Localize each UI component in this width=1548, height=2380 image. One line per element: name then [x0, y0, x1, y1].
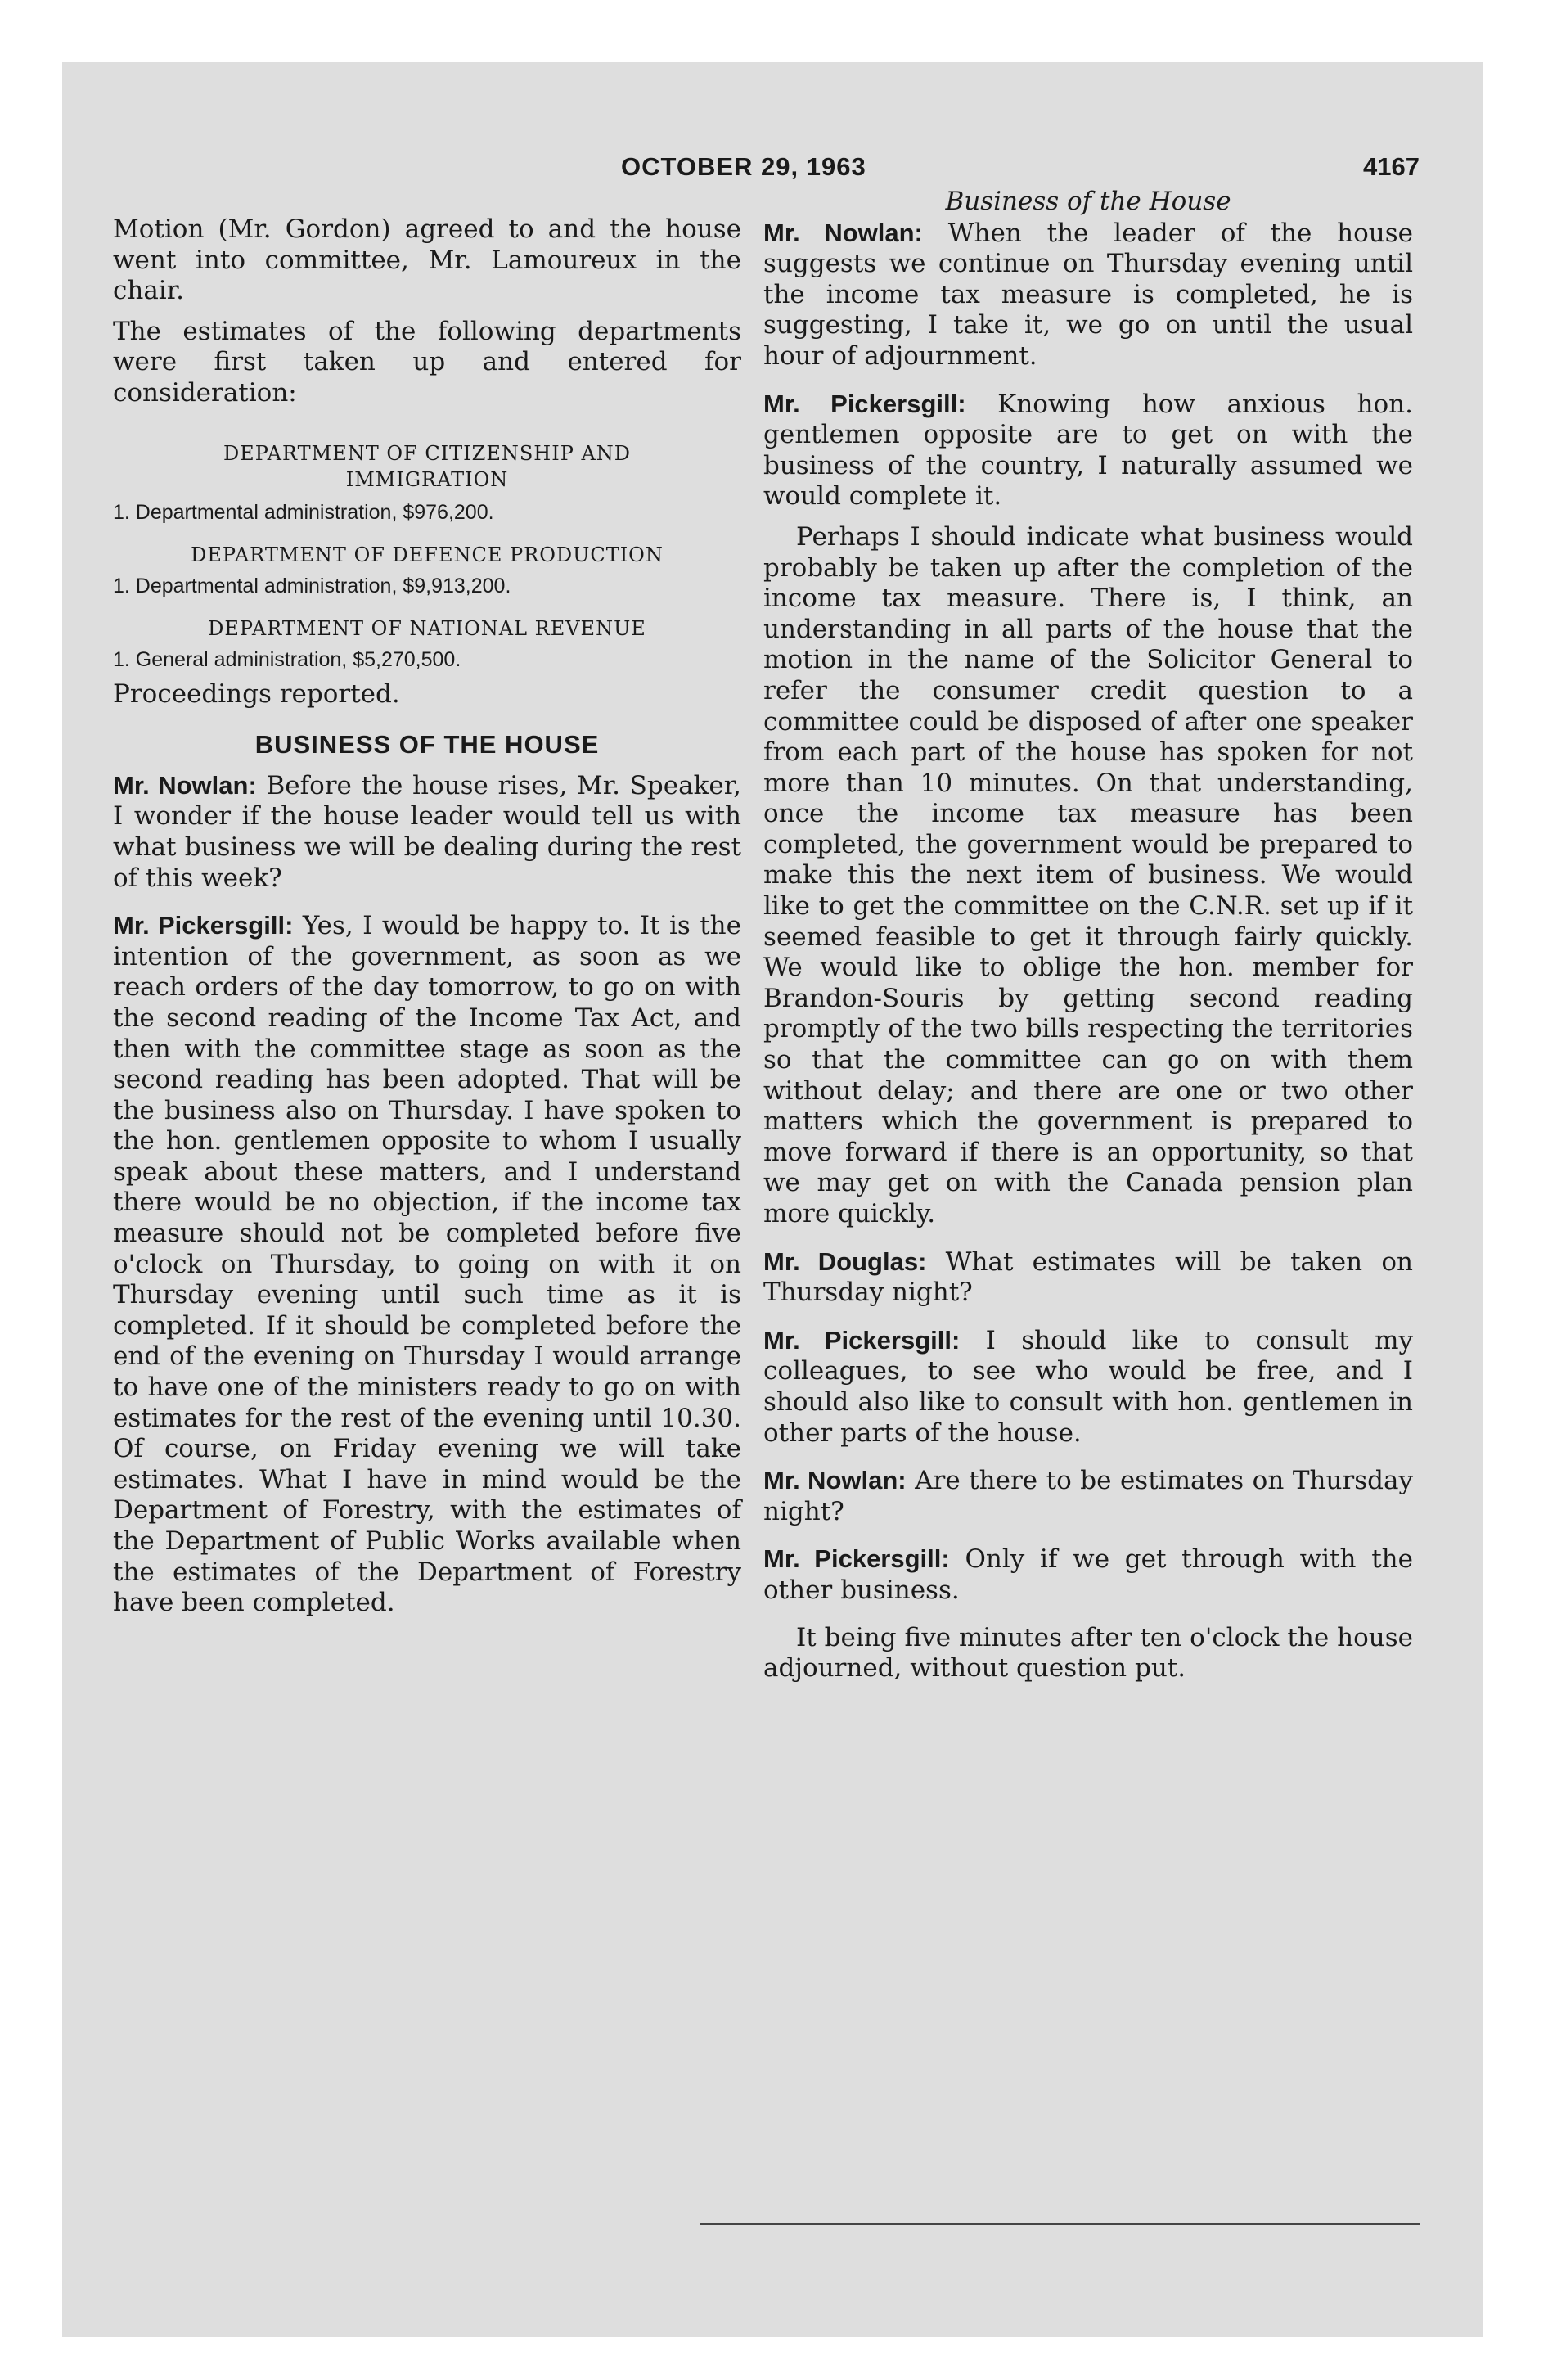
estimate-item: 1. Departmental administration, $9,913,200. — [113, 574, 511, 597]
speech — [763, 1465, 1413, 1527]
speaker-name: Mr. Nowlan: — [763, 218, 923, 247]
speech-text: Knowing how anxious hon. gentlemen opposite are to get on with the business of the country, I naturally assumed we would complete it. — [763, 389, 1413, 512]
speech-text: What estimates will be taken on Thursday night? — [763, 1246, 1413, 1308]
speaker-name: Mr. Nowlan: — [113, 770, 257, 800]
speech — [763, 389, 1413, 512]
section-heading: BUSINESS OF THE HOUSE — [254, 730, 600, 760]
department-heading: DEPARTMENT OF CITIZENSHIP AND — [223, 441, 632, 465]
speech — [113, 770, 741, 894]
running-head: Business of the House — [945, 187, 1231, 216]
paragraph: It being five minutes after ten o'clock the house adjourned, without question put. — [763, 1622, 1413, 1684]
speaker-name: Mr. Nowlan: — [763, 1466, 907, 1495]
department-heading: DEPARTMENT OF NATIONAL REVENUE — [208, 616, 646, 640]
paragraph: The estimates of the following departments were first taken up and entered for consideration: — [113, 316, 741, 408]
paragraph: Proceedings reported. — [113, 678, 400, 709]
department-heading: IMMIGRATION — [345, 467, 509, 491]
speech-text: I should like to consult my colleagues, to see who would be free, and I should also like to consult with hon. gentlemen in other parts of the house. — [763, 1325, 1413, 1448]
speaker-name: Mr. Pickersgill: — [763, 1544, 950, 1574]
paragraph: Perhaps I should indicate what business would probably be taken up after the completion of the income tax measure. There is, I think, an understanding in all parts of the house that the motion in the name of the Solicitor General to refer the consumer credit question to a committee could be disposed of after one speaker from each part of the house has spoken for not more than 10 minutes. On that understanding, once the income tax measure has been completed, the government would be prepared to make this the next item of business. We would like to get the committee on the C.N.R. set up if it seemed feasible to get it through fairly quickly. We would like to oblige the hon. member for Brandon-Souris by getting second reading promptly of the two bills respecting the territories so that the committee can go on with them without delay; and there are one or two other matters which the government is prepared to move forward if there is an opportunity, so that we may get on with the Canada pension plan more quickly. — [763, 521, 1413, 1228]
estimate-item: 1. Departmental administration, $976,200. — [113, 500, 494, 524]
paragraph: Motion (Mr. Gordon) agreed to and the house went into committee, Mr. Lamoureux in the chair. — [113, 214, 741, 306]
end-rule — [700, 2223, 1420, 2225]
speaker-name: Mr. Pickersgill: — [763, 1325, 961, 1355]
estimate-item: 1. General administration, $5,270,500. — [113, 647, 461, 671]
page-date: OCTOBER 29, 1963 — [621, 152, 866, 181]
speaker-name: Mr. Pickersgill: — [113, 911, 294, 940]
speech — [763, 1325, 1413, 1449]
speaker-name: Mr. Pickersgill: — [763, 389, 966, 418]
left-column — [113, 214, 741, 1619]
speech — [763, 1544, 1413, 1606]
page-number: 4167 — [1363, 152, 1420, 181]
speech-text: When the leader of the house suggests we continue on Thursday evening until the income tax measure is completed, he is suggesting, I take it, we go on until the usual hour of adjournment. — [763, 218, 1414, 371]
speaker-name: Mr. Douglas: — [763, 1246, 927, 1276]
speech-text: Only if we get through with the other business. — [763, 1544, 1413, 1605]
speech — [763, 1246, 1413, 1309]
speech-text: Are there to be estimates on Thursday night? — [763, 1466, 1413, 1526]
speech — [113, 910, 741, 1619]
speech-text: Before the house rises, Mr. Speaker, I wonder if the house leader would tell us with what business we will be dealing during the rest of this week? — [113, 770, 741, 893]
department-heading: DEPARTMENT OF DEFENCE PRODUCTION — [191, 543, 664, 566]
speech-text: Yes, I would be happy to. It is the intention of the government, as soon as we reach orders of the day tomorrow, to go on with the second reading of the Income Tax Act, and then with the committee stage as soon as the second reading has been adopted. That will be the business also on Thursday. I have spoken to the hon. gentlemen opposite to whom I usually speak about these matters, and I understand there would be no objection, if the income tax measure should not be completed before five o'clock on Thursday, to going on with it on Thursday evening until such time as it is completed. If it should be completed before the end of the evening on Thursday I would arrange to have one of the ministers ready to go on with estimates for the rest of the evening until 10.30. Of course, on Friday evening we will take estimates. What I have in mind would be the Department of Forestry, with the estimates of the Department of Public Works available when the estimates of the Department of Forestry have been completed. — [113, 911, 741, 1618]
right-column — [763, 187, 1413, 1684]
speech — [763, 218, 1413, 372]
